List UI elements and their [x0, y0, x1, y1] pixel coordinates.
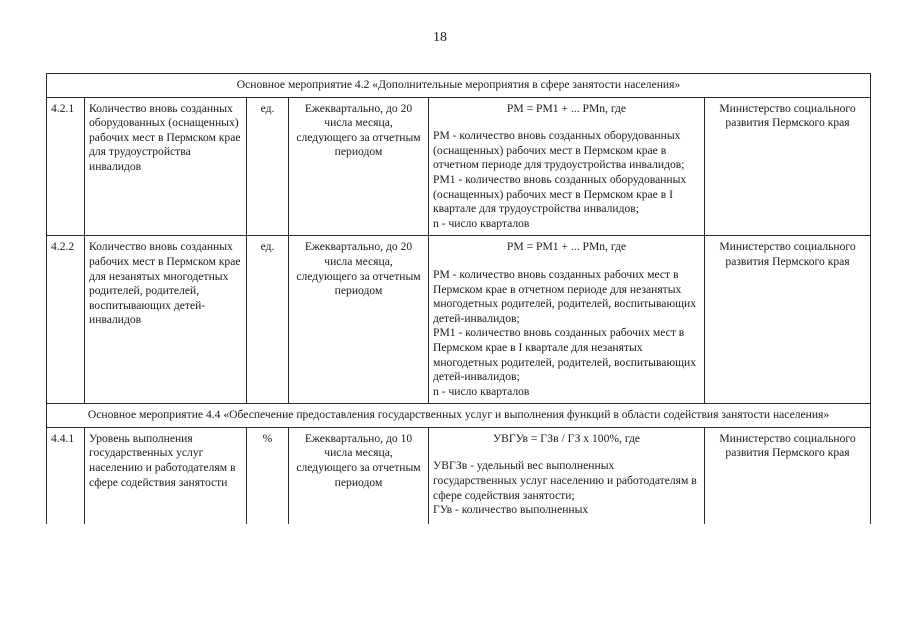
unit-of-measure: % [247, 427, 289, 524]
formula-term: РМ1 - количество вновь созданных рабочих мест в Пермском крае в I квартале для незанятых многодетных родителей, родителей, воспитывающих детей-инвалидов; [433, 326, 697, 384]
indicator-name: Количество вновь созданных оборудованных (оснащенных) рабочих мест в Пермском крае для трудоустройства инвалидов [85, 97, 247, 236]
formula-term: УВГЗв - удельный вес выполненных государственных услуг населению и работодателям в сфере содействия занятости; [433, 459, 697, 502]
indicator-name: Уровень выполнения государственных услуг населению и работодателям в сфере содействия занятости [85, 427, 247, 524]
formula-term: n - число кварталов [433, 384, 530, 398]
formula: УВГУв = ГЗв / ГЗ х 100%, где [492, 431, 641, 445]
calculation-method [429, 236, 705, 404]
responsible-body: Министерство социального развития Пермского края [705, 236, 871, 404]
section-title: Основное мероприятие 4.2 «Дополнительные мероприятия в сфере занятости населения» [47, 74, 871, 98]
responsible-body: Министерство социального развития Пермского края [705, 97, 871, 236]
formula-term: РМ - количество вновь созданных рабочих мест в Пермском крае в отчетном периоде для незанятых многодетных родителей, родителей, воспитывающих детей-инвалидов; [433, 267, 697, 325]
row-number: 4.4.1 [47, 427, 85, 524]
table-row [47, 427, 871, 524]
page-number: 18 [433, 30, 447, 45]
indicator-name: Количество вновь созданных рабочих мест в Пермском крае для незанятых многодетных родителей, родителей, воспитывающих детей-инвалидов [85, 236, 247, 404]
formula: РМ = РМ1 + ... РМn, где [506, 240, 627, 254]
formula-term: РМ1 - количество вновь созданных оборудованных (оснащенных) рабочих мест в Пермском крае в I квартале для трудоустройства инвалидов; [433, 172, 687, 216]
formula-term: n - число кварталов [433, 216, 530, 230]
formula-term: ГУв - количество выполненных [433, 503, 589, 517]
formula: РМ = РМ1 + ... РМn, где [506, 101, 627, 115]
row-number: 4.2.1 [47, 97, 85, 236]
calculation-method [429, 97, 705, 236]
row-number: 4.2.2 [47, 236, 85, 404]
reporting-period: Ежеквартально, до 20 числа месяца, следующего за отчетным периодом [289, 97, 429, 236]
responsible-body: Министерство социального развития Пермского края [705, 427, 871, 524]
calculation-method [429, 427, 705, 524]
reporting-period: Ежеквартально, до 10 числа месяца, следующего за отчетным периодом [289, 427, 429, 524]
section-header-row [47, 404, 871, 428]
unit-of-measure: ед. [247, 97, 289, 236]
table-row [47, 97, 871, 236]
reporting-period: Ежеквартально, до 20 числа месяца, следующего за отчетным периодом [289, 236, 429, 404]
table-row [47, 236, 871, 404]
unit-of-measure: ед. [247, 236, 289, 404]
section-header-row [47, 74, 871, 98]
indicators-table [46, 73, 871, 524]
section-title: Основное мероприятие 4.4 «Обеспечение предоставления государственных услуг и выполнения функций в области содействия занятости населения» [47, 404, 871, 428]
formula-term: РМ - количество вновь созданных оборудованных (оснащенных) рабочих мест в Пермском крае в отчетном периоде для трудоустройства инвалидов; [433, 129, 685, 172]
